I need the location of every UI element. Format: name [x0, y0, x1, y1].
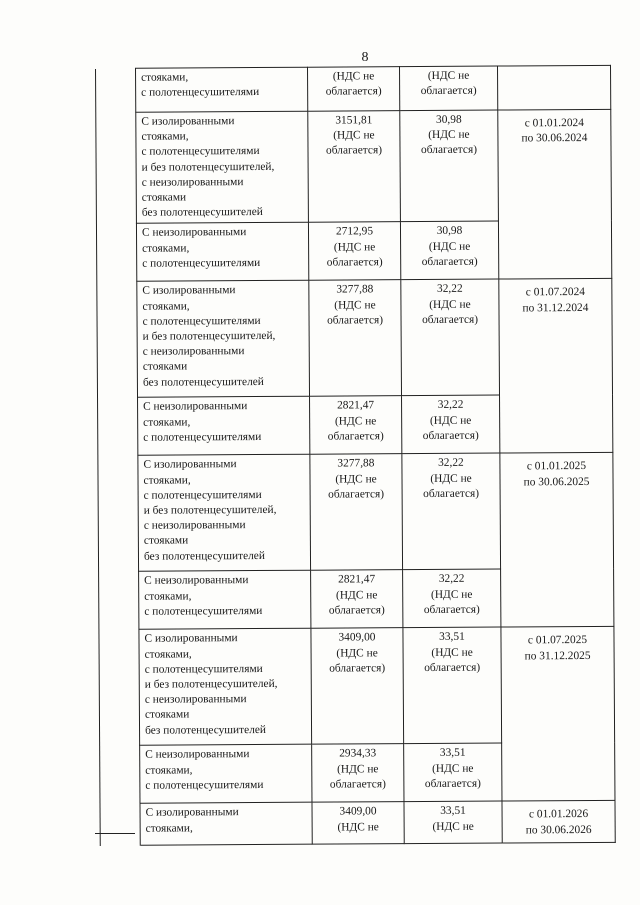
- riser-type-line: стояками,: [145, 764, 193, 777]
- riser-type-line: С неизолированными: [145, 748, 250, 762]
- riser-type-cell: [138, 455, 311, 572]
- validity-period-cell: [500, 453, 614, 628]
- fee-line: облагается): [421, 255, 478, 268]
- riser-type-cell: [136, 111, 309, 223]
- price-line: 3409,00: [339, 805, 377, 818]
- price-line: 3277,88: [336, 283, 374, 296]
- table-row: [99, 627, 615, 746]
- price-line: (НДС не: [333, 129, 375, 142]
- fee-cell: [399, 66, 497, 111]
- riser-type-line: с неизолированными: [142, 345, 245, 358]
- validity-period-cell: [502, 801, 615, 844]
- price-line: облагается): [325, 85, 382, 98]
- riser-type-line: без полотенцесушителей: [141, 206, 263, 219]
- fee-line: облагается): [421, 144, 478, 157]
- riser-type-line: стояками,: [143, 474, 191, 487]
- table-row: [98, 453, 614, 572]
- price-line: облагается): [328, 604, 385, 617]
- riser-type-line: и без полотенцесушителей,: [142, 329, 276, 343]
- left-margin-column: [96, 68, 141, 846]
- riser-type-line: стояками,: [142, 300, 190, 313]
- price-line: облагается): [329, 662, 386, 675]
- riser-type-line: с полотенцесушителями: [142, 256, 261, 270]
- price-line: 2712,95: [335, 225, 374, 238]
- fee-cell: [400, 110, 499, 222]
- riser-type-line: С изолированными: [143, 458, 237, 472]
- riser-type-line: С неизолированными: [141, 226, 247, 240]
- price-cell: [312, 802, 404, 845]
- riser-type-line: стояками: [144, 708, 190, 722]
- price-line: 2821,47: [337, 399, 375, 412]
- price-line: облагается): [326, 144, 383, 157]
- riser-type-line: с полотенцесушителями: [141, 145, 260, 159]
- validity-period-line: с 01.01.2026: [528, 808, 589, 821]
- validity-period-cell: [497, 65, 610, 110]
- fee-line: 33,51: [440, 805, 466, 818]
- price-line: (НДС не: [336, 646, 378, 660]
- price-line: (НДС не: [332, 70, 375, 83]
- validity-period-line: по 31.12.2024: [522, 301, 589, 315]
- riser-type-line: с полотенцесушителями: [143, 488, 262, 502]
- price-line: облагается): [328, 488, 385, 501]
- price-line: 2934,33: [339, 747, 377, 760]
- tariff-table-body: [96, 65, 616, 846]
- riser-type-line: С изолированными: [141, 115, 235, 128]
- riser-type-line: С изолированными: [144, 632, 238, 646]
- riser-type-line: и без полотенцесушителей,: [141, 160, 275, 174]
- riser-type-line: стояками,: [141, 71, 189, 84]
- table-row: [96, 65, 611, 112]
- riser-type-line: с полотенцесушителями: [143, 430, 262, 444]
- fee-line: (НДС не: [427, 69, 470, 82]
- fee-line: (НДС не: [429, 298, 471, 311]
- validity-period-line: по 30.06.2024: [521, 132, 588, 145]
- price-cell: [308, 222, 400, 281]
- page-number: 8: [361, 50, 369, 65]
- fee-line: (НДС не: [432, 820, 474, 833]
- riser-type-line: с полотенцесушителями: [144, 662, 263, 676]
- validity-period-line: по 31.12.2025: [524, 649, 591, 663]
- fee-cell: [402, 453, 501, 570]
- riser-type-line: с полотенцесушителями: [144, 604, 263, 618]
- fee-line: 33,51: [439, 747, 466, 760]
- fee-line: (НДС не: [428, 240, 471, 253]
- fee-line: 32,22: [436, 283, 463, 296]
- price-line: 2821,47: [338, 573, 376, 586]
- riser-type-line: с неизолированными: [141, 175, 244, 189]
- price-line: 3277,88: [337, 457, 375, 470]
- price-line: (НДС не: [334, 414, 377, 428]
- fee-line: 30,98: [435, 113, 462, 126]
- riser-type-line: и без полотенцесушителей,: [144, 677, 278, 691]
- price-cell: [310, 396, 402, 455]
- fee-line: 30,98: [436, 225, 463, 238]
- riser-type-line: С неизолированными: [143, 400, 248, 414]
- table-row: [100, 801, 615, 846]
- fee-line: облагается): [423, 603, 480, 616]
- validity-period-cell: [498, 109, 612, 279]
- table-bottom-rule: [95, 833, 135, 834]
- riser-type-line: стояками,: [144, 648, 192, 661]
- riser-type-line: без полотенцесушителей: [143, 549, 265, 563]
- fee-cell: [403, 627, 502, 744]
- price-cell: [312, 744, 404, 803]
- price-line: (НДС не: [337, 762, 379, 776]
- fee-line: 33,51: [439, 631, 465, 644]
- fee-line: облагается): [424, 661, 481, 674]
- price-cell: [311, 570, 403, 629]
- price-line: 3151,81: [335, 114, 373, 127]
- riser-type-line: С изолированными: [142, 284, 236, 298]
- fee-line: облагается): [423, 487, 480, 500]
- fee-cell: [403, 569, 501, 628]
- price-cell: [309, 280, 402, 397]
- riser-type-line: стояками,: [143, 416, 191, 429]
- riser-type-cell: [139, 571, 311, 630]
- price-line: 3409,00: [338, 631, 376, 644]
- riser-type-line: стояками: [142, 360, 188, 374]
- price-line: облагается): [327, 430, 384, 443]
- price-line: (НДС не: [337, 820, 379, 834]
- validity-period-line: с 01.07.2024: [525, 286, 585, 299]
- fee-line: (НДС не: [431, 646, 473, 659]
- fee-cell: [400, 221, 498, 280]
- fee-line: облагается): [422, 313, 479, 326]
- fee-line: (НДС не: [430, 472, 472, 485]
- riser-type-cell: [139, 629, 312, 746]
- riser-type-cell: [140, 803, 312, 846]
- riser-type-line: без полотенцесушителей: [142, 375, 264, 389]
- tariff-table: [95, 65, 616, 847]
- price-cell: [307, 67, 399, 112]
- riser-type-line: без полотенцесушителей: [145, 723, 267, 737]
- price-line: (НДС не: [334, 298, 376, 312]
- price-line: (НДС не: [335, 588, 378, 602]
- riser-type-line: с полотенцесушителями: [142, 314, 261, 328]
- validity-period-line: по 30.06.2026: [525, 823, 592, 837]
- price-cell: [310, 454, 403, 571]
- fee-cell: [404, 743, 502, 802]
- riser-type-cell: [137, 281, 310, 398]
- fee-line: (НДС не: [429, 414, 472, 427]
- table-row: [96, 109, 612, 224]
- price-cell: [311, 628, 404, 745]
- fee-line: 32,22: [437, 399, 464, 412]
- fee-line: 32,22: [438, 457, 464, 470]
- riser-type-line: С неизолированными: [144, 574, 249, 588]
- tariff-table-wrap: [95, 65, 615, 847]
- validity-period-line: с 01.07.2025: [527, 634, 588, 647]
- riser-type-line: С изолированными: [145, 806, 239, 820]
- riser-type-cell: [140, 745, 312, 804]
- riser-type-cell: [136, 67, 308, 112]
- fee-line: (НДС не: [432, 762, 474, 775]
- fee-cell: [404, 801, 502, 844]
- fee-line: облагается): [420, 84, 477, 98]
- validity-period-cell: [501, 627, 615, 802]
- table-row: [97, 279, 613, 398]
- riser-type-line: стояками,: [144, 590, 192, 603]
- riser-type-line: с неизолированными: [144, 693, 247, 706]
- validity-period-cell: [499, 279, 613, 454]
- riser-type-line: стояками: [143, 534, 189, 548]
- riser-type-line: стояками,: [142, 242, 190, 255]
- riser-type-line: с полотенцесушителями: [145, 778, 264, 792]
- price-line: (НДС не: [333, 240, 376, 254]
- riser-type-line: с полотенцесушителями: [141, 86, 260, 99]
- fee-line: 32,22: [438, 573, 465, 586]
- fee-line: (НДС не: [430, 588, 473, 601]
- validity-period-line: с 01.01.2024: [524, 117, 584, 130]
- validity-period-line: по 30.06.2025: [523, 475, 590, 489]
- riser-type-line: стояками,: [141, 130, 189, 143]
- fee-line: облагается): [424, 777, 481, 790]
- riser-type-line: стояками,: [145, 822, 193, 835]
- price-line: облагается): [327, 314, 384, 327]
- price-line: облагается): [329, 778, 386, 791]
- price-line: (НДС не: [335, 472, 377, 486]
- riser-type-line: с неизолированными: [143, 519, 246, 532]
- riser-type-line: стояками: [141, 191, 187, 204]
- fee-cell: [401, 279, 500, 396]
- price-line: облагается): [326, 256, 383, 269]
- riser-type-line: и без полотенцесушителей,: [143, 503, 277, 517]
- fee-cell: [402, 395, 500, 454]
- validity-period-line: с 01.01.2025: [526, 460, 587, 473]
- riser-type-cell: [138, 397, 310, 456]
- riser-type-cell: [136, 223, 308, 282]
- fee-line: облагается): [422, 429, 479, 442]
- price-cell: [308, 111, 401, 223]
- fee-line: (НДС не: [428, 128, 470, 142]
